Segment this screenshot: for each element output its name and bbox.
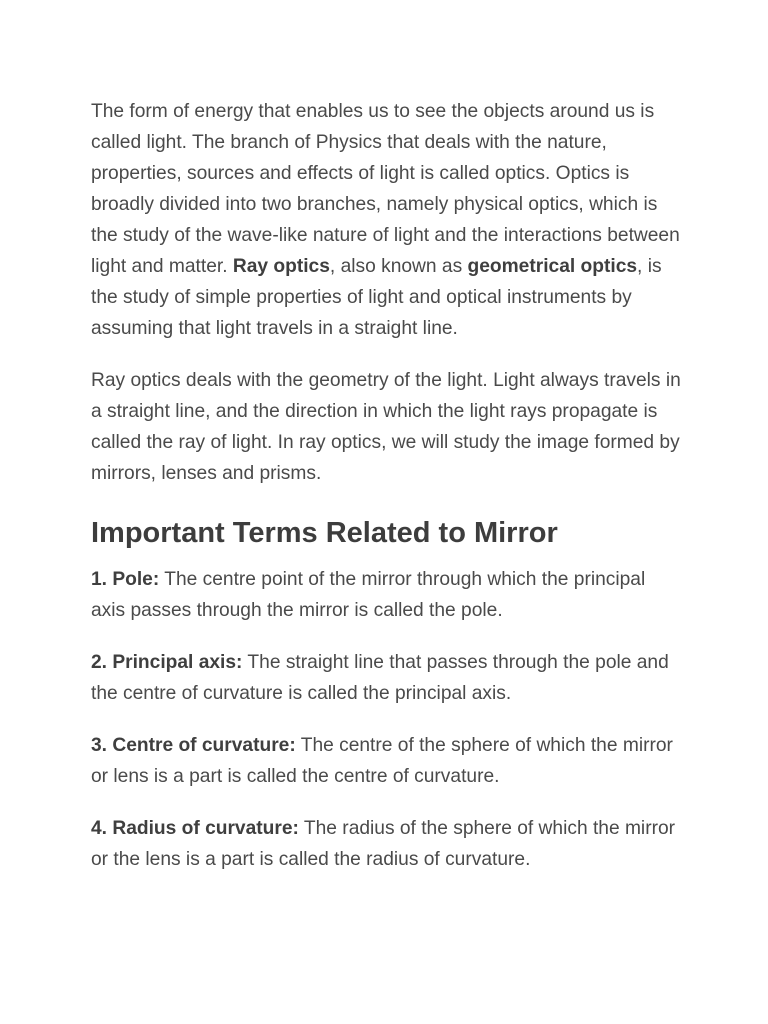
term-definition: The centre point of the mirror through which the principal axis passes through the mirror is called the pole. [91, 569, 646, 621]
term-definition: The radius of the sphere of which the mirror or the lens is a part is called the radius of curvature. [91, 818, 676, 870]
intro-text-end: , is the study of simple properties of light and optical instruments by assuming that light travels in a straight line. [91, 256, 662, 339]
term-label: 1. Pole: [91, 569, 160, 590]
article-content [91, 96, 681, 896]
ray-optics-term: Ray optics [232, 256, 330, 277]
section-heading: Important Terms Related to Mirror [91, 517, 558, 549]
ray-optics-paragraph: Ray optics deals with the geometry of the light. Light always travels in a straight line, and the direction in which the light rays propagate is called the ray of light. In ray optics, we will study the image formed by mirrors, lenses and prisms. [91, 370, 681, 484]
term-label: 4. Radius of curvature: [91, 818, 299, 839]
term-label: 2. Principal axis: [91, 652, 243, 673]
term-pole [91, 564, 681, 626]
term-definition: The straight line that passes through the pole and the centre of curvature is called the principal axis. [91, 652, 669, 704]
intro-text-start: The form of energy that enables us to see the objects around us is called light. The branch of Physics that deals with the nature, properties, sources and effects of light is called optics. Optics is broadly divided into two branches, namely physical optics, which is the study of the wave-like nature of light and the interactions between light and matter. [91, 101, 680, 277]
term-centre-of-curvature [91, 730, 681, 792]
term-principal-axis [91, 647, 681, 709]
intro-text-mid: , also known as [329, 256, 468, 277]
intro-paragraph [91, 96, 681, 344]
term-definition: The centre of the sphere of which the mirror or lens is a part is called the centre of curvature. [91, 735, 673, 787]
term-label: 3. Centre of curvature: [91, 735, 296, 756]
term-radius-of-curvature [91, 813, 681, 875]
geometrical-optics-term: geometrical optics [467, 256, 638, 277]
